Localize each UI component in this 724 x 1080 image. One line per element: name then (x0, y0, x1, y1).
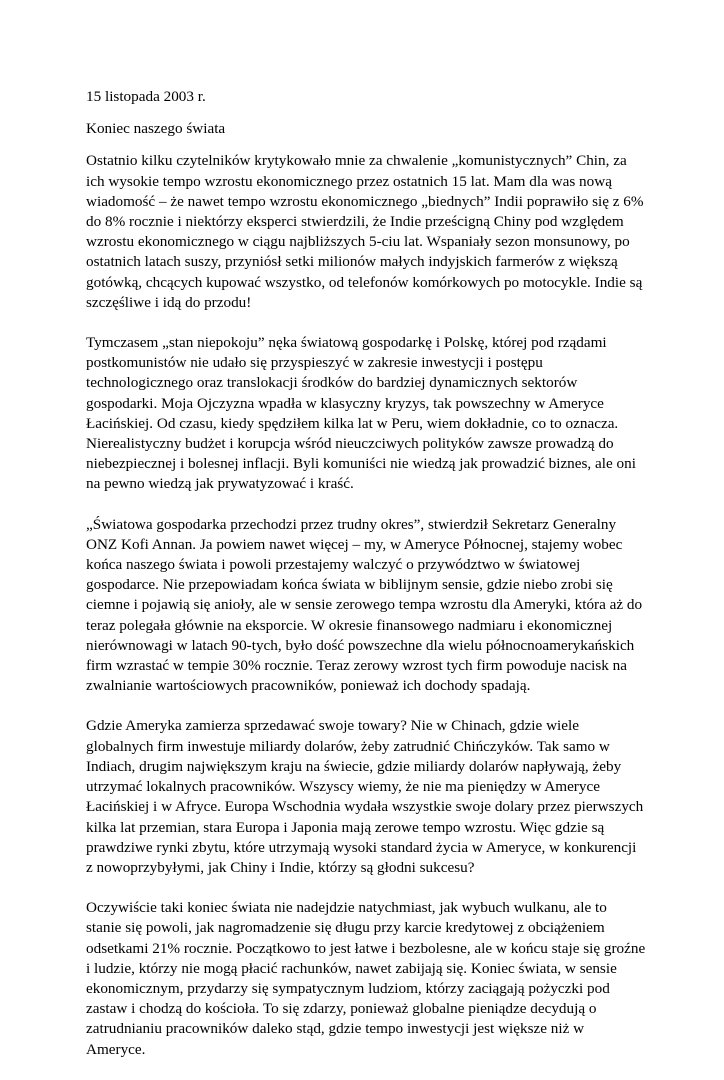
paragraph-2: Tymczasem „stan niepokoju” nęka światową gospodarkę i Polskę, której pod rządami postkomunistów nie udało się przyspieszyć w zakresie inwestycji i postępu technologicznego oraz translokacji środków do bardziej dynamicznych sektorów gospodarki. Moja Ojczyzna wpadła w klasyczny kryzys, tak powszechny w Ameryce Łacińskiej. Od czasu, kiedy spędziłem kilka lat w Peru, wiem dokładnie, co to oznacza. Nierealistyczny budżet i korupcja wśród nieuczciwych polityków zawsze prowadzą do niebezpiecznej i bolesnej inflacji. Byli komuniści nie wiedzą jak prowadzić biznes, ale oni na pewno wiedzą jak prywatyzować i kraść. (86, 334, 636, 493)
paragraph-1: Ostatnio kilku czytelników krytykowało mnie za chwalenie „komunistycznych” Chin, za ich wysokie tempo wzrostu ekonomicznego przez ostatnich 15 lat. Mam dla was nową wiadomość – że nawet tempo wzrostu ekonomicznego „biednych” Indii poprawiło się z 6% do 8% rocznie i niektórzy eksperci stwierdzili, że Indie prześcigną Chiny pod względem wzrostu ekonomicznego w ciągu najbliższych 5-ciu lat. Wspaniały sezon monsunowy, po ostatnich latach suszy, przyniósł setki milionów małych indyjskich farmerów z większą gotówką, chcących kupować wszystko, od telefonów komórkowych po motocykle. Indie są szczęśliwe i idą do przodu! (86, 152, 644, 311)
document-page (86, 87, 646, 1080)
paragraph-5: Oczywiście taki koniec świata nie nadejdzie natychmiast, jak wybuch wulkanu, ale to stanie się powoli, jak nagromadzenie się długu przy karcie kredytowej z obciążeniem odsetkami 21% rocznie. Początkowo to jest łatwe i bezbolesne, ale w końcu staje się groźne i ludzie, którzy nie mogą płacić rachunków, nawet zabijają się. Koniec świata, w sensie ekonomicznym, przydarzy się sympatycznym ludziom, którzy zaciągają pożyczki pod zastaw i chodzą do kościoła. To się zdarzy, ponieważ globalne pieniądze decydują o zatrudnianiu pracowników daleko stąd, gdzie tempo inwestycji jest większe niż w Ameryce. (86, 899, 646, 1058)
paragraph-3: „Światowa gospodarka przechodzi przez trudny okres”, stwierdził Sekretarz Generalny ONZ Kofi Annan. Ja powiem nawet więcej – my, w Ameryce Północnej, stajemy wobec końca naszego świata i powoli przestajemy walczyć o przywództwo w światowej gospodarce. Nie przepowiadam końca świata w biblijnym sensie, gdzie niebo zrobi się ciemne i pojawią się anioły, ale w sensie zerowego tempa wzrostu dla Ameryki, która aż do teraz polegała głównie na eksporcie. W okresie finansowego nadmiaru i ekonomicznej nierównowagi w latach 90-tych, było dość powszechne dla wielu północnoamerykańskich firm wzrastać w tempie 30% rocznie. Teraz zerowy wzrost tych firm powoduje nacisk na zwalnianie wartościowych pracowników, ponieważ ich dochody spadają. (86, 515, 643, 695)
paragraph-4: Gdzie Ameryka zamierza sprzedawać swoje towary? Nie w Chinach, gdzie wiele globalnych firm inwestuje miliardy dolarów, żeby zatrudnić Chińczyków. Tak samo w Indiach, drugim największym kraju na świecie, gdzie miliardy dolarów napływają, żeby utrzymać lokalnych pracowników. Wszyscy wiemy, że nie ma pieniędzy w Ameryce Łacińskiej i w Afryce. Europa Wschodnia wydała wszystkie swoje dolary przez pierwszych kilka lat przemian, stara Europa i Japonia mają zerowe tempo wzrostu. Więc gdzie są prawdziwe rynki zbytu, które utrzymają wysoki standard życia w Ameryce, w konkurencji z nowoprzybyłymi, jak Chiny i Indie, którzy są głodni sukcesu? (86, 717, 644, 876)
document-date: 15 listopada 2003 r. (86, 88, 206, 105)
document-title: Koniec naszego świata (86, 120, 226, 138)
